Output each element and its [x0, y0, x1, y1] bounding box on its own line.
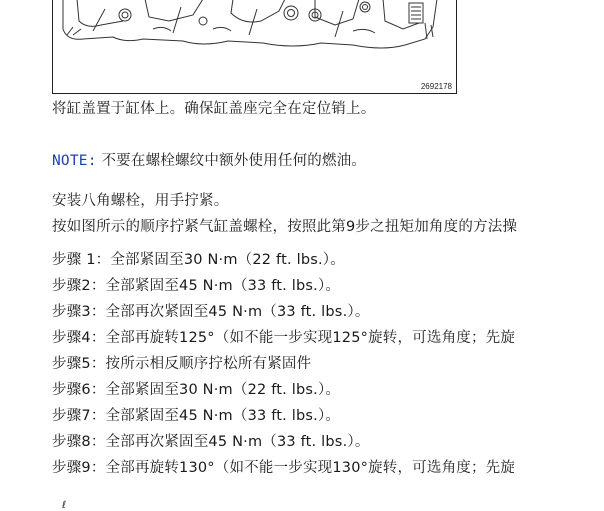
instruction-line: 按如图所示的顺序拧紧气缸盖螺栓，按照此第9步之扭矩加角度的方法操 — [52, 219, 518, 235]
step-line: 步骤5：按所示相反顺序拧松所有紧固件 — [52, 356, 312, 372]
note-label: NOTE: — [52, 153, 97, 169]
step-line: 步骤8：全部再次紧固至45 N·m（33 ft. lbs.）。 — [52, 434, 370, 450]
step-line: 步骤3：全部再次紧固至45 N·m（33 ft. lbs.）。 — [52, 304, 370, 320]
note-text: 不要在螺栓螺纹中额外使用任何的燃油。 — [96, 153, 367, 169]
step-line: 步骤4：全部再旋转125°（如不能一步实现125°旋转，可选角度；先旋 — [52, 330, 516, 346]
cylinder-head-figure — [52, 0, 457, 94]
instruction-line: 安装八角螺栓，用手拧紧。 — [52, 193, 229, 209]
bottom-glyph: ℓ — [62, 500, 67, 511]
figure-id-label: 2692178 — [420, 82, 452, 91]
note-paragraph — [52, 152, 366, 170]
step-line: 步骤6：全部紧固至30 N·m（22 ft. lbs.）。 — [52, 382, 341, 398]
step-line: 步骤2：全部紧固至45 N·m（33 ft. lbs.）。 — [52, 278, 341, 294]
cylinder-head-illustration — [53, 0, 457, 94]
step-line: 步骤9：全部再旋转130°（如不能一步实现130°旋转，可选角度；先旋 — [52, 460, 516, 476]
step-line: 步骤 1：全部紧固至30 N·m（22 ft. lbs.）。 — [52, 252, 345, 268]
step-line: 步骤7：全部紧固至45 N·m（33 ft. lbs.）。 — [52, 408, 341, 424]
figure-caption: 将缸盖置于缸体上。确保缸盖座完全在定位销上。 — [52, 101, 376, 117]
